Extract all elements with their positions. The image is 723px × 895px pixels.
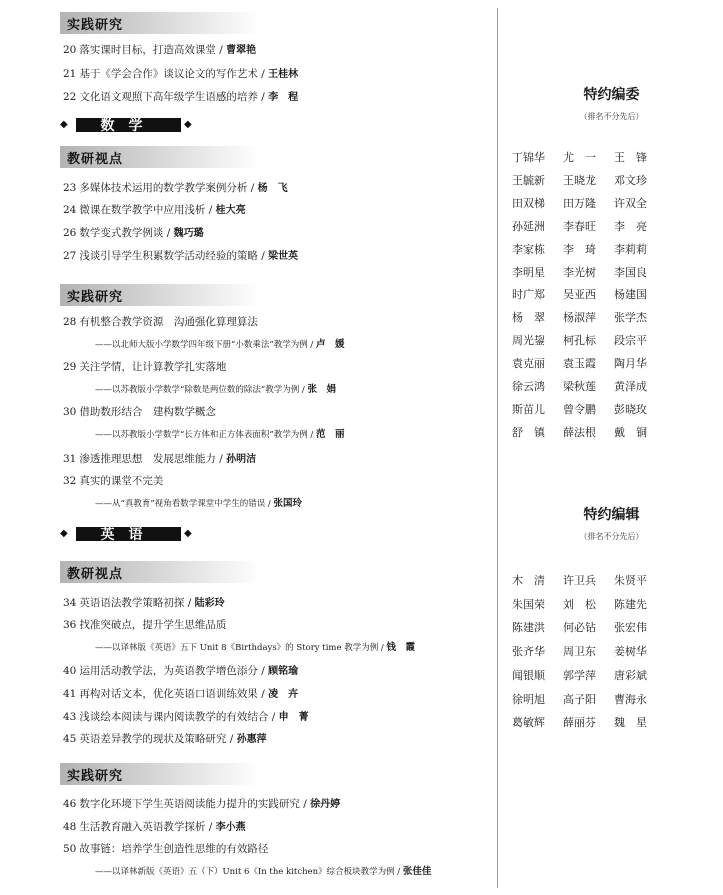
member-name: 李国良 (614, 265, 647, 279)
toc-entry[interactable] (63, 226, 204, 241)
article-author: 凌 卉 (268, 689, 299, 700)
page-number: 26 (63, 227, 77, 239)
article-author: 孙惠萍 (236, 734, 267, 745)
member-name: 周卫东 (563, 645, 596, 659)
page-number: 41 (63, 688, 77, 700)
member-name: 李 亮 (614, 219, 647, 233)
page-number: 30 (63, 406, 77, 418)
subject-label: 英语 (100, 527, 157, 543)
page-number: 31 (63, 453, 77, 465)
article-title: 生活教育融入英语教学探析 / (79, 821, 216, 833)
member-name: 高子阳 (563, 692, 596, 706)
toc-entry[interactable] (63, 405, 216, 420)
member-name: 薛法根 (563, 425, 596, 439)
member-name: 梁秋莲 (563, 380, 596, 393)
member-name: 戴 铜 (614, 425, 647, 439)
member-name: 魏 星 (614, 716, 647, 730)
column-divider (497, 8, 498, 888)
article-author: 梁世英 (268, 251, 299, 262)
member-name: 柯孔标 (563, 334, 596, 348)
article-author: 陆彩玲 (194, 598, 225, 609)
subtitle-text: ——以译林版《英语》五下 Unit 8《Birthdays》的 Story time 教学为例 / (95, 643, 387, 653)
article-title: 基于《学会合作》谈议论文的写作艺术 / (79, 68, 269, 80)
section-label: 实践研究 (67, 18, 124, 33)
member-name: 李光树 (563, 265, 596, 279)
toc-entry[interactable] (63, 90, 298, 105)
member-name: 曾令鹏 (563, 402, 596, 416)
article-author: 曹翠艳 (226, 45, 257, 56)
subject-bar (76, 118, 181, 132)
section-label: 教研视点 (67, 567, 124, 582)
toc-entry[interactable] (63, 820, 246, 835)
article-title: 多媒体技术运用的数学教学案例分析 / (79, 182, 258, 194)
article-author: 徐丹婷 (310, 799, 341, 810)
member-name: 邓文珍 (614, 173, 647, 187)
article-author: 张佳佳 (402, 866, 432, 877)
article-title: 借助数形结合 建构数学概念 (79, 406, 216, 418)
member-name: 王晓龙 (563, 173, 596, 187)
subject-bar (76, 527, 181, 541)
article-author: 杨 飞 (257, 183, 288, 194)
member-name: 王毓新 (512, 173, 545, 187)
article-title: 再构对话文本，优化英语口语训练效果 / (79, 688, 269, 700)
article-title: 真实的课堂不完美 (79, 475, 164, 487)
section-label: 实践研究 (67, 290, 124, 305)
member-name: 尤 一 (563, 151, 596, 164)
page-number: 22 (63, 91, 77, 103)
member-name: 朱国荣 (512, 597, 545, 611)
member-name: 何必钻 (563, 621, 596, 635)
member-name: 斯苗儿 (512, 402, 545, 416)
member-name: 徐明旭 (512, 692, 545, 706)
member-name: 王 锋 (614, 151, 647, 164)
member-name: 张宏伟 (614, 621, 647, 635)
member-name: 彭晓玫 (614, 402, 647, 416)
toc-subtitle (95, 339, 344, 351)
editors-title: 特约编辑 (583, 507, 640, 523)
article-author: 李 程 (268, 92, 299, 103)
subject-heading (60, 526, 195, 542)
member-name: 郭学萍 (563, 668, 596, 682)
article-author: 李小燕 (215, 822, 246, 833)
member-name: 朱贤平 (614, 574, 647, 587)
page-number: 21 (63, 68, 77, 80)
member-name: 张齐华 (512, 645, 545, 659)
toc-entry[interactable] (63, 249, 298, 264)
toc-subtitle (95, 866, 431, 878)
member-name: 陈建先 (614, 597, 647, 611)
member-name: 杨淑萍 (563, 311, 596, 325)
diamond-icon: ◆ (184, 528, 192, 539)
member-name: 周光鋆 (512, 334, 545, 348)
member-name: 李春旺 (563, 219, 596, 233)
page-number: 32 (63, 475, 77, 487)
subject-heading (60, 117, 195, 133)
member-name: 陶月华 (614, 357, 647, 371)
section-header (60, 763, 260, 785)
member-name: 杨 翠 (512, 311, 545, 325)
member-name: 李 琦 (563, 242, 596, 256)
member-name: 曹海永 (614, 692, 647, 706)
section-label: 实践研究 (67, 769, 124, 784)
page-number: 43 (63, 711, 77, 723)
article-title: 有机整合教学资源 沟通强化算理算法 (79, 316, 258, 328)
member-name: 孙延洲 (512, 219, 545, 233)
toc-entry[interactable] (63, 687, 298, 702)
member-name: 姜树华 (614, 645, 647, 659)
section-header (60, 146, 260, 168)
member-name: 丁锦华 (512, 151, 545, 164)
diamond-icon: ◆ (60, 528, 68, 539)
article-author: 张 娟 (307, 384, 336, 395)
page-number: 23 (63, 182, 77, 194)
member-name: 陈建洪 (512, 621, 545, 635)
article-title: 找准突破点，提升学生思维品质 (79, 619, 227, 631)
editors-note: （排名不分先后） (579, 532, 644, 541)
member-name: 吴亚西 (563, 288, 596, 302)
toc-entry[interactable] (63, 181, 288, 196)
member-name: 袁克丽 (512, 357, 545, 371)
page-number: 28 (63, 316, 77, 328)
toc-entry[interactable] (63, 618, 226, 633)
toc-subtitle (95, 429, 344, 441)
member-name: 刘 松 (563, 597, 596, 611)
article-author: 卢 媛 (315, 339, 345, 350)
article-author: 桂大亮 (215, 205, 246, 216)
article-title: 故事链：培养学生创造性思维的有效路径 (79, 843, 269, 855)
page-number: 50 (63, 843, 77, 855)
member-name: 李明星 (512, 265, 545, 279)
member-name: 木 清 (512, 574, 545, 587)
toc-entry[interactable] (63, 67, 298, 82)
subtitle-text: ——以苏教版小学数学“长方体和正方体表面积”教学为例 / (95, 430, 316, 440)
member-name: 薛丽芬 (563, 716, 596, 730)
section-header (60, 12, 260, 34)
toc-entry[interactable] (63, 797, 340, 812)
page-number: 24 (63, 204, 77, 216)
member-name: 杨建国 (614, 288, 647, 302)
member-name: 葛敏辉 (512, 716, 545, 730)
toc-entry[interactable] (63, 842, 268, 857)
toc-subtitle (95, 642, 415, 654)
subtitle-text: ——以译林新版《英语》五（下）Unit 6《In the kitchen》综合板块教学为例 / (95, 867, 403, 877)
page-number: 48 (63, 821, 77, 833)
article-title: 浅谈绘本阅读与课内阅读教学的有效结合 / (79, 711, 279, 723)
article-title: 数字化环境下学生英语阅读能力提升的实践研究 / (79, 798, 311, 810)
page-number: 45 (63, 733, 77, 745)
member-name: 袁玉霞 (563, 357, 596, 371)
page-number: 40 (63, 665, 77, 677)
subtitle-text: ——以苏教版小学数学“除数是两位数的除法”教学为例 / (95, 385, 308, 395)
toc-entry[interactable] (63, 664, 298, 679)
subject-label: 数学 (100, 118, 157, 134)
member-name: 徐云鸿 (512, 380, 545, 393)
page-number: 36 (63, 619, 77, 631)
member-name: 段宗平 (614, 334, 647, 348)
article-author: 魏巧璐 (173, 228, 204, 239)
member-name: 舒 镇 (512, 425, 545, 439)
article-title: 浅谈引导学生积累数学活动经验的策略 / (79, 250, 269, 262)
member-name: 许双全 (614, 196, 647, 210)
article-author: 顾铭瑜 (268, 666, 299, 677)
toc-entry[interactable] (63, 474, 163, 489)
member-name: 张学杰 (614, 311, 647, 325)
toc-subtitle (95, 498, 302, 510)
subtitle-text: ——以北师大版小学数学四年级下册“小数乘法”教学为例 / (95, 340, 316, 350)
page-number: 27 (63, 250, 77, 262)
toc-entry[interactable] (63, 43, 256, 58)
toc-subtitle (95, 384, 336, 396)
member-name: 黄泽成 (614, 380, 647, 393)
toc-entry[interactable] (63, 710, 309, 725)
toc-entry[interactable] (63, 203, 246, 218)
member-name: 闻银顺 (512, 668, 545, 682)
toc-entry[interactable] (63, 596, 225, 611)
toc-entry[interactable] (63, 732, 267, 747)
article-author: 孙明洁 (226, 454, 257, 465)
article-title: 微课在数学教学中应用浅析 / (79, 204, 216, 216)
section-label: 教研视点 (67, 152, 124, 167)
diamond-icon: ◆ (60, 119, 68, 130)
toc-entry[interactable] (63, 360, 226, 375)
article-title: 英语差异教学的现状及策略研究 / (79, 733, 237, 745)
committee-title: 特约编委 (583, 87, 640, 103)
article-title: 落实课时目标，打造高效课堂 / (79, 44, 227, 56)
article-author: 钱 霞 (386, 642, 416, 653)
article-title: 文化语文观照下高年级学生语感的培养 / (79, 91, 269, 103)
article-author: 王桂林 (268, 69, 299, 80)
member-name: 田双梯 (512, 196, 545, 210)
page-number: 34 (63, 597, 77, 609)
toc-entry[interactable] (63, 315, 258, 330)
section-header (60, 561, 260, 583)
page-number: 29 (63, 361, 77, 373)
member-name: 时广郑 (512, 288, 545, 302)
member-name: 唐彩斌 (614, 668, 647, 682)
section-header (60, 284, 260, 306)
article-title: 渗透推理思想 发展思维能力 / (79, 453, 227, 465)
diamond-icon: ◆ (184, 119, 192, 130)
article-title: 运用活动教学法，为英语教学增色添分 / (79, 665, 269, 677)
member-name: 许卫兵 (563, 574, 596, 587)
article-title: 数学变式教学例谈 / (79, 227, 174, 239)
article-title: 英语语法教学策略初探 / (79, 597, 195, 609)
article-author: 张国玲 (273, 498, 302, 509)
member-name: 李家栋 (512, 242, 545, 256)
article-author: 申 菁 (278, 712, 309, 723)
subtitle-text: ——从“真教育”视角看数学课堂中学生的错误 / (95, 499, 274, 509)
toc-entry[interactable] (63, 452, 256, 467)
article-author: 范 丽 (315, 429, 345, 440)
page-number: 46 (63, 798, 77, 810)
page-number: 20 (63, 44, 77, 56)
article-title: 关注学情，让计算教学扎实落地 (79, 361, 227, 373)
committee-note: （排名不分先后） (579, 112, 644, 121)
member-name: 李莉莉 (614, 242, 647, 256)
member-name: 田万隆 (563, 196, 596, 210)
